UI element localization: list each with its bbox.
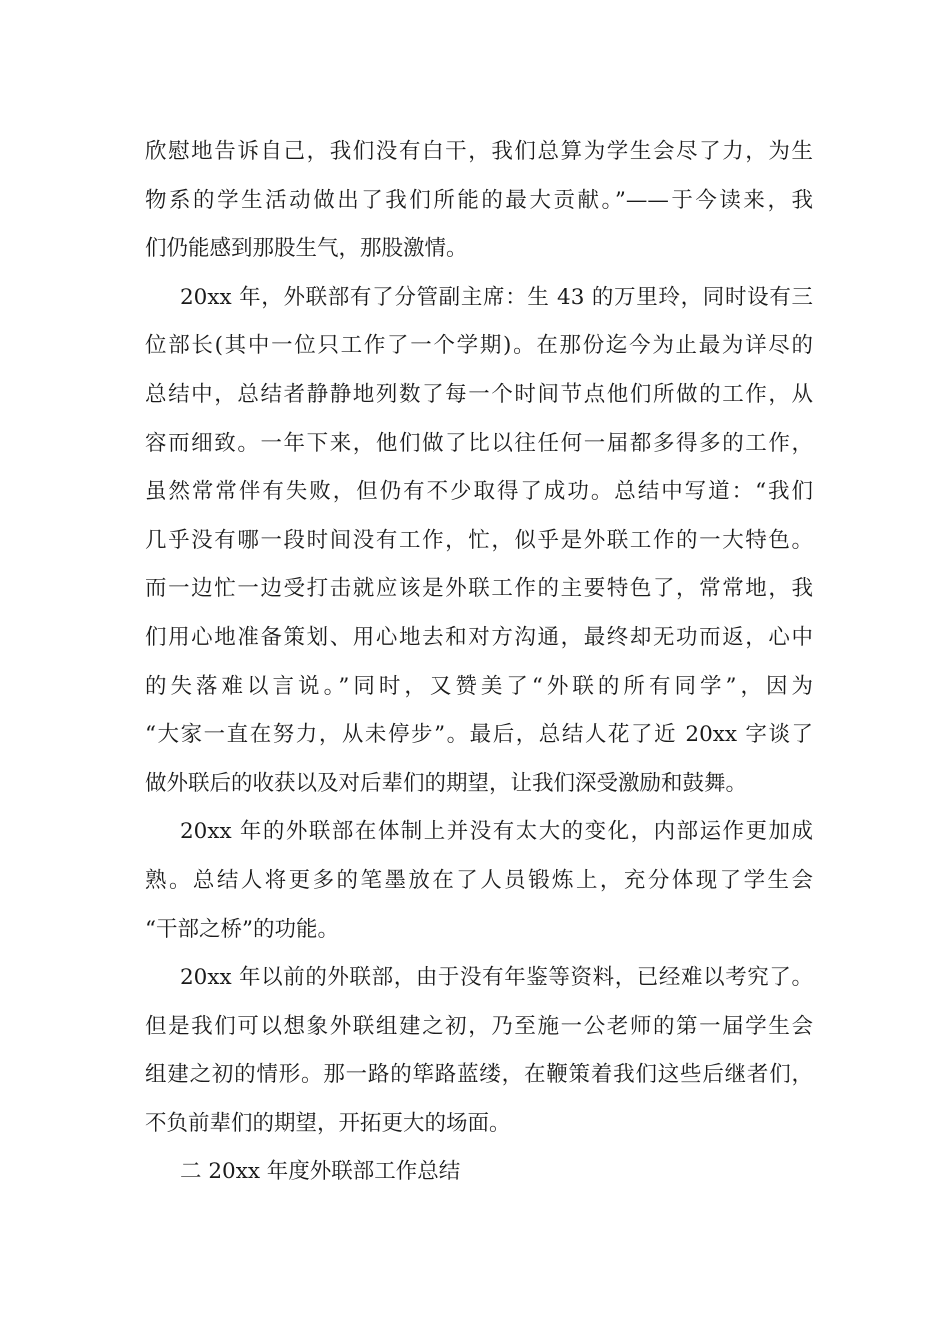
section-heading-text: 二 20xx 年度外联部工作总结 <box>180 1159 461 1185</box>
text-line: 组建之初的情形。那一路的筚路蓝缕，在鞭策着我们这些后继者们， <box>145 1062 813 1088</box>
text-line: 做外联后的收获以及对后辈们的期望，让我们深受激励和鼓舞。 <box>145 770 748 796</box>
paragraph-4 <box>145 954 813 1148</box>
text-line: 虽然常常伴有失败，但仍有不少取得了成功。总结中写道：“我们 <box>145 479 813 505</box>
text-line: 容而细致。一年下来，他们做了比以往任何一届都多得多的工作， <box>145 430 813 456</box>
text-line: 20xx 年的外联部在体制上并没有太大的变化，内部运作更加成 <box>180 819 813 845</box>
text-line: 但是我们可以想象外联组建之初，乃至施一公老师的第一届学生会 <box>145 1013 813 1039</box>
text-line: 不负前辈们的期望，开拓更大的场面。 <box>145 1110 511 1136</box>
text-line: 们用心地准备策划、用心地去和对方沟通，最终却无功而返，心中 <box>145 624 813 650</box>
text-line: 20xx 年，外联部有了分管副主席：生 43 的万里玲，同时设有三 <box>180 284 813 310</box>
text-line: 而一边忙一边受打击就应该是外联工作的主要特色了，常常地，我 <box>145 576 813 602</box>
text-line: 物系的学生活动做出了我们所能的最大贡献。”——于今读来，我 <box>145 187 813 213</box>
text-line: 总结中，总结者静静地列数了每一个时间节点他们所做的工作，从 <box>145 381 813 407</box>
text-line: 20xx 年以前的外联部，由于没有年鉴等资料，已经难以考究了。 <box>180 965 813 991</box>
text-line: 位部长(其中一位只工作了一个学期)。在那份迄今为止最为详尽的 <box>145 333 813 359</box>
text-line: “大家一直在努力，从未停步”。最后，总结人花了近 20xx 字谈了 <box>145 722 813 748</box>
text-line: 几乎没有哪一段时间没有工作，忙，似乎是外联工作的一大特色。 <box>145 527 813 553</box>
text-line: 欣慰地告诉自己，我们没有白干，我们总算为学生会尽了力，为生 <box>145 139 813 164</box>
section-heading <box>145 1148 813 1197</box>
paragraph-3 <box>145 808 813 954</box>
text-line: 熟。总结人将更多的笔墨放在了人员锻炼上，充分体现了学生会 <box>145 867 813 893</box>
text-line: 的失落难以言说。”同时，又赞美了“外联的所有同学”，因为 <box>145 673 813 699</box>
paragraph-1 <box>145 128 813 274</box>
document-body <box>145 128 813 1197</box>
text-line: 们仍能感到那股生气，那股激情。 <box>145 236 468 262</box>
paragraph-2 <box>145 274 813 809</box>
text-line: “干部之桥”的功能。 <box>145 916 339 942</box>
